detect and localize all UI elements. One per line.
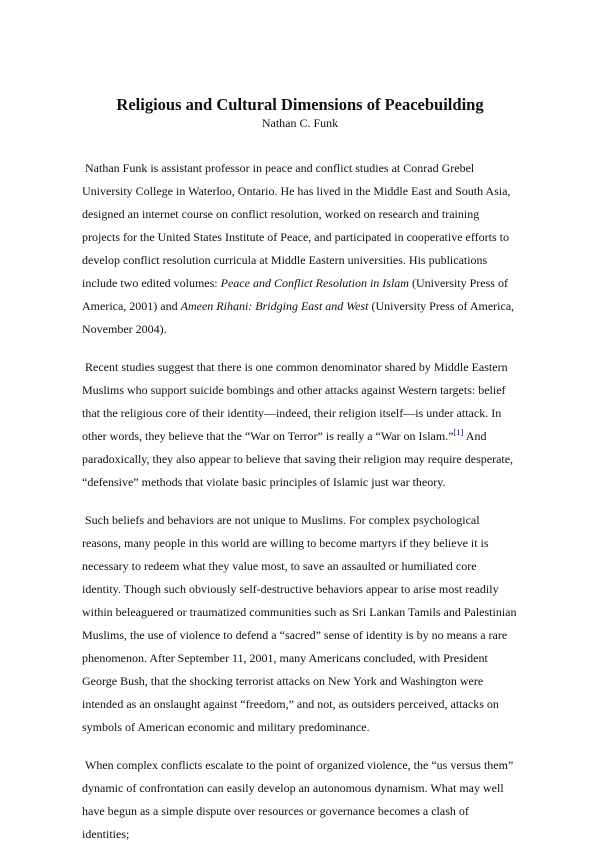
para-2-text-1: Recent studies suggest that there is one common denominator shared by Middle Eastern Muslims who support suicide bombings and other attacks against Western targets: belief that the religious core of their identity—indeed, their religion itself—is under attack. In other words, they believe that the “War on Terror” is really a “War on Islam.” — [82, 360, 508, 443]
document-title: Religious and Cultural Dimensions of Peacebuilding — [116, 95, 484, 114]
body-paragraph-2 — [82, 356, 518, 494]
bio-text-1: Nathan Funk is assistant professor in peace and conflict studies at Conrad Grebel University College in Waterloo, Ontario. He has lived in the Middle East and South Asia, designed an internet course on conflict resolution, worked on research and training projects for the United States Institute of Peace, and participated in cooperative efforts to develop conflict resolution curricula at Middle Eastern universities. His publications include two edited volumes: — [82, 161, 511, 290]
author-name: Nathan C. Funk — [261, 116, 339, 130]
body-paragraph-4: When complex conflicts escalate to the point of organized violence, the “us versus them” dynamic of confrontation can easily develop an autonomous dynamism. What may well have begun as a simple dispute over resources or governance becomes a clash of identities; — [82, 758, 514, 841]
body-paragraph-3: Such beliefs and behaviors are not unique to Muslims. For complex psychological reasons, many people in this world are willing to become martyrs if they believe it is necessary to redeem what they value most, to save an assaulted or humiliated core identity. Though such obviously self-destructive behaviors appear to arise most readily within beleaguered or traumatized communities such as Sri Lankan Tamils and Palestinian Muslims, the use of violence to defend a “sacred” sense of identity is by no means a rare phenomenon. After September 11, 2001, many Americans concluded, with President George Bush, that the shocking terrorist attacks on New York and Washington were intended as an onslaught against “freedom,” and not, as outsiders perceived, attacks on symbols of American economic and military predominance. — [82, 513, 517, 734]
author-bio-paragraph — [82, 157, 518, 341]
para-2-text-2: And paradoxically, they also appear to believe that saving their religion may require desperate, “defensive” methods that violate basic principles of Islamic just war theory. — [82, 429, 514, 489]
footnote-link[interactable]: [1] — [453, 427, 464, 437]
book-title-2: Ameen Rihani: Bridging East and West — [180, 299, 369, 313]
bio-text-3: (University Press of America, November 2004). — [82, 299, 515, 336]
bio-text-2: (University Press of America, 2001) and — [82, 276, 508, 313]
book-title-1: Peace and Conflict Resolution in Islam — [220, 276, 409, 290]
